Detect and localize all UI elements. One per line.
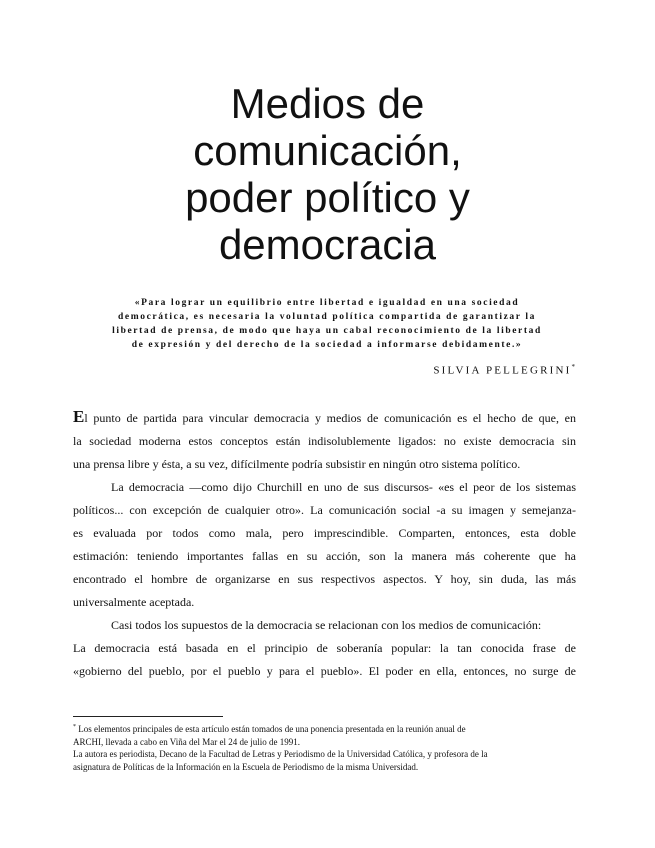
footnote-divider — [73, 716, 223, 717]
epigraph-line: «Para lograr un equilibrio entre libertad e igualdad en una sociedad — [134, 298, 520, 308]
body-line: una prensa libre y ésta, a su vez, difícilmente podría subsistir en ningún otro sistema político. — [73, 457, 521, 471]
footnote-mark: * — [73, 724, 76, 730]
body-line: universalmente aceptada. — [73, 595, 195, 609]
body-line: políticos... con excepción de cualquier otro». La comunicación social -a su imagen y semejanza- — [73, 503, 576, 517]
body-line: estimación: teniendo importantes fallas en su acción, son la manera más coherente que ha — [73, 549, 576, 563]
author-name: SILVIA PELLEGRINI — [433, 364, 572, 377]
author-byline — [433, 363, 575, 377]
footnote-line: La autora es periodista, Decano de la Facultad de Letras y Periodismo de la Universidad Católica, y profesora de la — [73, 749, 488, 759]
title-line: poder político y — [185, 174, 470, 221]
footnote-line: ARCHI, llevada a cabo en Viña del Mar el 24 de julio de 1991. — [73, 736, 300, 747]
body-line: la sociedad moderna estos conceptos están indisolublemente ligados: no existe democracia sin — [73, 434, 576, 448]
epigraph-line: democrática, es necesaria la voluntad política compartida de garantizar la — [118, 312, 536, 322]
body-line: La democracia —como dijo Churchill en uno de sus discursos- «es el peor de los sistemas — [111, 480, 576, 494]
article-title — [0, 80, 655, 268]
footnote — [73, 721, 583, 773]
article-body — [73, 405, 576, 683]
title-line: comunicación, — [193, 127, 462, 174]
author-footnote-mark: * — [571, 363, 575, 371]
body-line: La democracia está basada en el principio de soberanía popular: la tan conocida frase de — [73, 641, 576, 655]
body-line: «gobierno del pueblo, por el pueblo y para el pueblo». El poder en ella, entonces, no surge de — [73, 664, 576, 678]
drop-cap: E — [73, 407, 85, 426]
footnote-line: asignatura de Políticas de la Información en la Escuela de Periodismo de la misma Universidad. — [73, 761, 419, 772]
title-line: Medios de — [230, 80, 425, 127]
epigraph-line: de expresión y del derecho de la sociedad a informarse debidamente.» — [131, 340, 523, 350]
title-line: democracia — [218, 221, 437, 268]
epigraph-quote — [78, 296, 576, 352]
epigraph-line: libertad de prensa, de modo que haya un cabal reconocimiento de la libertad — [112, 326, 542, 336]
body-line: es evaluada por todos como mala, pero imprescindible. Comparten, entonces, esta doble — [73, 526, 576, 540]
body-line: encontrado el hombre de organizarse en sus respectivos aspectos. Y hoy, sin duda, las más — [73, 572, 576, 586]
body-line: El punto de partida para vincular democracia y medios de comunicación es el hecho de que, en — [73, 407, 576, 426]
body-line: Casi todos los supuestos de la democracia se relacionan con los medios de comunicación: — [111, 618, 542, 632]
footnote-line: * Los elementos principales de esta artículo están tomados de una ponencia presentada en la reunión anual de — [73, 724, 466, 734]
